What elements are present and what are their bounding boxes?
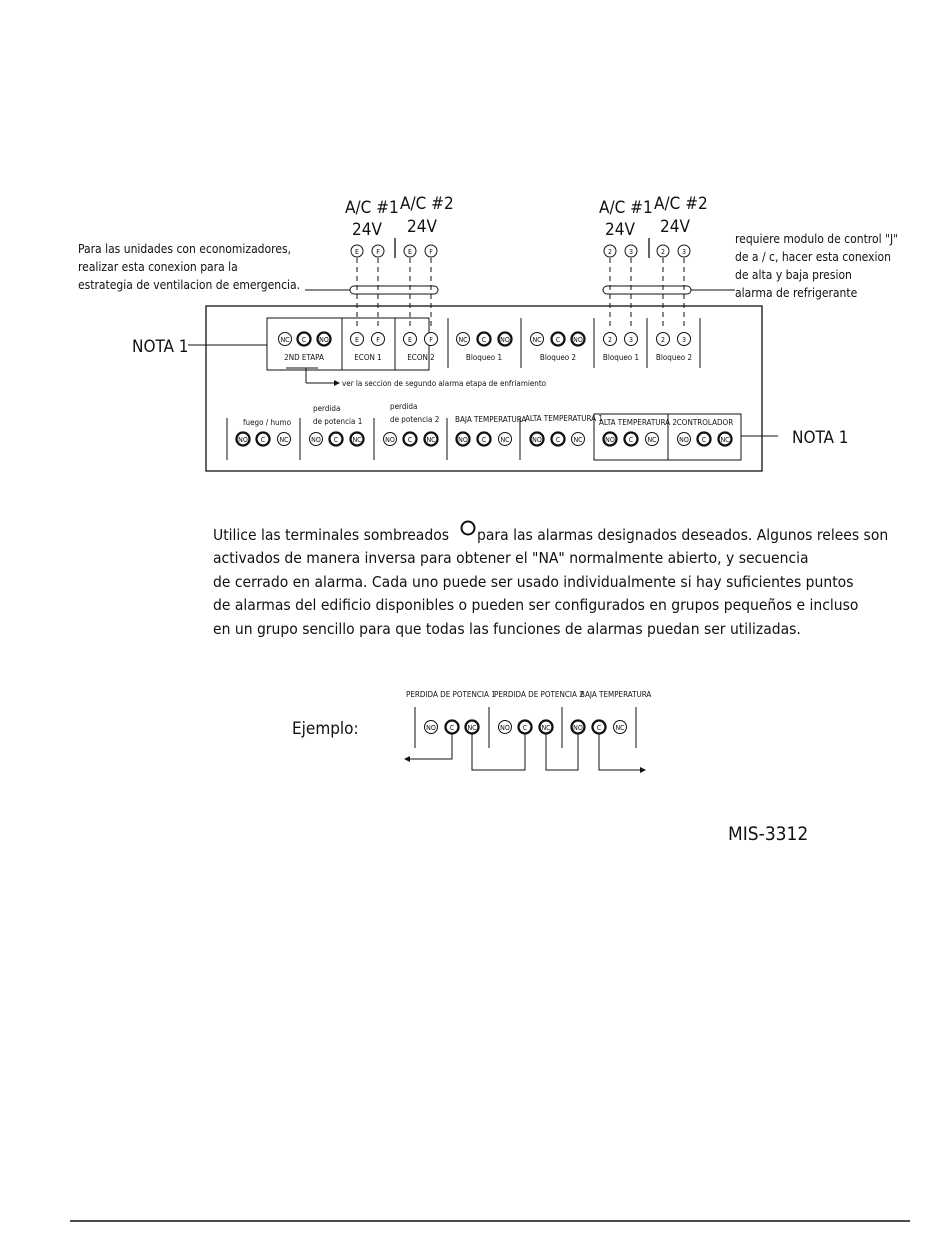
nota1-left: NOTA 1 — [132, 337, 189, 357]
ac2-right-label: A/C #2 — [654, 194, 708, 214]
module-note — [735, 232, 898, 300]
board-row2 — [227, 402, 741, 460]
board-row1-terminals — [279, 333, 691, 346]
svg-text:NC: NC — [573, 436, 583, 444]
nota1-right: NOTA 1 — [792, 428, 849, 448]
v24-label-1: 24V — [352, 220, 382, 240]
label-2nd-etapa: 2ND ETAPA — [284, 353, 324, 362]
svg-text:activados de manera inversa pa: activados de manera inversa para obtener el "NA" normalmente abierto, y secuencia — [213, 549, 809, 567]
svg-text:de potencia 2: de potencia 2 — [390, 415, 440, 424]
svg-text:C: C — [301, 336, 307, 344]
svg-text:NC: NC — [279, 436, 289, 444]
svg-text:NO: NO — [532, 436, 542, 444]
svg-text:3: 3 — [681, 248, 687, 256]
svg-text:NC: NC — [615, 724, 625, 732]
svg-text:2: 2 — [607, 336, 613, 344]
svg-text:PERDIDA DE POTENCIA 1: PERDIDA DE POTENCIA 1 — [406, 690, 496, 699]
svg-text:para las alarmas designados de: para las alarmas designados deseados. Algunos relees son — [477, 526, 889, 544]
v24-label-2: 24V — [407, 217, 437, 237]
svg-text:NO: NO — [311, 436, 321, 444]
svg-text:NC: NC — [280, 336, 290, 344]
svg-text:C: C — [407, 436, 413, 444]
etapa-econ-box — [267, 318, 429, 370]
svg-text:NO: NO — [679, 436, 689, 444]
example-diagram — [292, 690, 651, 773]
svg-text:NO: NO — [426, 724, 436, 732]
svg-text:alarma de refrigerante: alarma de refrigerante — [735, 286, 858, 300]
svg-text:C: C — [555, 436, 561, 444]
svg-text:F: F — [429, 336, 433, 344]
svg-text:C: C — [555, 336, 561, 344]
document-id: MIS-3312 — [728, 823, 809, 845]
svg-text:C: C — [596, 724, 602, 732]
svg-text:E: E — [355, 248, 359, 256]
svg-text:C: C — [522, 724, 528, 732]
top-terminals-left — [351, 245, 437, 257]
svg-text:BAJA TEMPERATURA: BAJA TEMPERATURA — [455, 415, 527, 424]
svg-text:de alarmas del edificio dispon: de alarmas del edificio disponibles o pueden ser configurados en grupos pequeños e incluso — [213, 596, 859, 614]
svg-text:NO: NO — [573, 336, 583, 344]
svg-text:requiere modulo de control "J": requiere modulo de control "J" — [735, 232, 899, 246]
svg-text:ALTA TEMPERATURA 2: ALTA TEMPERATURA 2 — [599, 418, 677, 427]
svg-text:3: 3 — [681, 336, 687, 344]
svg-text:perdida: perdida — [313, 404, 341, 413]
cable-bundle-right — [603, 286, 691, 294]
ac2-left-label: A/C #2 — [400, 194, 454, 214]
svg-text:BAJA TEMPERATURA: BAJA TEMPERATURA — [580, 690, 652, 699]
svg-text:NO: NO — [458, 436, 468, 444]
svg-text:E: E — [355, 336, 359, 344]
svg-text:NC: NC — [647, 436, 657, 444]
svg-text:NC: NC — [541, 724, 551, 732]
svg-text:C: C — [628, 436, 634, 444]
svg-text:perdida: perdida — [390, 402, 418, 411]
svg-text:en un grupo sencillo para que: en un grupo sencillo para que todas las funciones de alarmas puedan ser utilizadas. — [213, 620, 801, 638]
v24-label-4: 24V — [660, 217, 690, 237]
svg-text:NC: NC — [467, 724, 477, 732]
svg-text:F: F — [429, 248, 433, 256]
svg-text:de a / c, hacer esta conexion: de a / c, hacer esta conexion — [735, 250, 891, 264]
label-bloqueo2: Bloqueo 2 — [539, 353, 577, 362]
example-label: Ejemplo: — [292, 719, 359, 739]
svg-text:C: C — [481, 436, 487, 444]
instructions-paragraph — [213, 522, 888, 639]
svg-text:E: E — [408, 336, 412, 344]
v24-label-3: 24V — [605, 220, 635, 240]
svg-text:NC: NC — [500, 436, 510, 444]
svg-text:3: 3 — [628, 336, 634, 344]
svg-text:F: F — [376, 248, 380, 256]
svg-text:NC: NC — [532, 336, 542, 344]
svg-text:C: C — [333, 436, 339, 444]
svg-text:NC: NC — [352, 436, 362, 444]
label-bloqueo2-right: Bloqueo 2 — [655, 353, 693, 362]
label-bloqueo1: Bloqueo 1 — [465, 353, 503, 362]
label-econ2: ECON 2 — [407, 353, 435, 362]
svg-text:CONTROLADOR: CONTROLADOR — [676, 418, 734, 427]
svg-text:2: 2 — [660, 248, 666, 256]
label-bloqueo1-right: Bloqueo 1 — [602, 353, 640, 362]
svg-text:de potencia 1: de potencia 1 — [313, 417, 363, 426]
svg-text:Para las unidades con economiz: Para las unidades con economizadores, — [78, 242, 292, 256]
svg-text:de alta y baja presion: de alta y baja presion — [735, 268, 852, 282]
svg-text:NO: NO — [319, 336, 329, 344]
top-terminals-right — [604, 245, 690, 257]
svg-text:realizar esta conexion para la: realizar esta conexion para la — [78, 260, 238, 274]
svg-text:F: F — [376, 336, 380, 344]
ac1-right-label: A/C #1 — [599, 198, 653, 218]
svg-text:estrategia de ventilacion de e: estrategia de ventilacion de emergencia. — [78, 278, 301, 292]
shaded-terminal-icon — [462, 522, 475, 535]
cable-bundle-left — [350, 286, 438, 294]
svg-text:NO: NO — [500, 336, 510, 344]
svg-text:C: C — [449, 724, 455, 732]
svg-text:NC: NC — [426, 436, 436, 444]
svg-text:C: C — [481, 336, 487, 344]
svg-text:de cerrado en alarma. Cada uno: de cerrado en alarma. Cada uno puede ser usado individualmente si hay suficientes puntos — [213, 573, 854, 591]
svg-text:ALTA TEMPERATURA 1: ALTA TEMPERATURA 1 — [525, 414, 603, 423]
economizer-note — [78, 242, 300, 292]
svg-text:2: 2 — [607, 248, 613, 256]
svg-text:C: C — [701, 436, 707, 444]
svg-text:Utilice las terminales sombrea: Utilice las terminales sombreados — [213, 526, 449, 544]
svg-text:2: 2 — [660, 336, 666, 344]
ac1-left-label: A/C #1 — [345, 198, 399, 218]
svg-text:C: C — [260, 436, 266, 444]
svg-text:NC: NC — [720, 436, 730, 444]
svg-text:NO: NO — [573, 724, 583, 732]
svg-text:PERDIDA DE POTENCIA 2: PERDIDA DE POTENCIA 2 — [494, 690, 584, 699]
svg-text:NO: NO — [385, 436, 395, 444]
second-stage-note: ver la seccion de segundo alarma etapa de enfriamiento — [342, 379, 547, 388]
label-econ1: ECON 1 — [354, 353, 382, 362]
svg-text:NC: NC — [458, 336, 468, 344]
svg-text:NO: NO — [238, 436, 248, 444]
svg-text:3: 3 — [628, 248, 634, 256]
svg-text:NO: NO — [605, 436, 615, 444]
svg-text:E: E — [408, 248, 412, 256]
svg-text:NO: NO — [500, 724, 510, 732]
svg-text:fuego / humo: fuego / humo — [242, 418, 292, 427]
